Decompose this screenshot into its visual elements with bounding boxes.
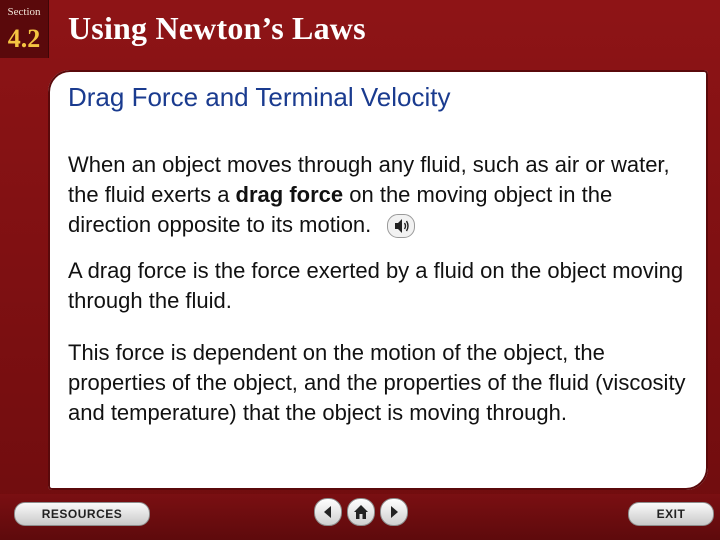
speaker-icon	[388, 215, 414, 237]
page-title: Using Newton’s Laws	[68, 10, 366, 46]
slide-heading: Drag Force and Terminal Velocity	[68, 82, 451, 112]
resources-button[interactable]: RESOURCES	[14, 502, 150, 526]
audio-button[interactable]	[387, 214, 415, 238]
paragraph-dependence: This force is dependent on the motion of the object, the properties of the object, and the properties of the fluid (viscosity and temperature) that the object is moving through.	[68, 340, 686, 425]
home-button[interactable]	[347, 498, 375, 526]
left-arrow-icon	[321, 505, 335, 519]
section-label: Section	[7, 6, 41, 18]
home-icon	[353, 504, 369, 520]
paragraph1-text-end: on the moving object in the direction opposite to its motion.	[68, 182, 613, 237]
paragraph-drag-force: A drag force is the force exerted by a fluid on the object moving through the fluid.	[68, 258, 684, 313]
next-button[interactable]	[380, 498, 408, 526]
drag-force-term: drag force	[235, 182, 344, 207]
previous-button[interactable]	[314, 498, 342, 526]
section-number: 4.2	[7, 24, 41, 53]
right-arrow-icon	[387, 505, 401, 519]
paragraph1-text-start: When an object moves through any fluid, such as air or water, the fluid exerts a	[68, 152, 670, 207]
paragraph-drag-definition	[68, 150, 688, 240]
exit-button[interactable]: EXIT	[628, 502, 714, 526]
section-badge	[0, 0, 49, 58]
